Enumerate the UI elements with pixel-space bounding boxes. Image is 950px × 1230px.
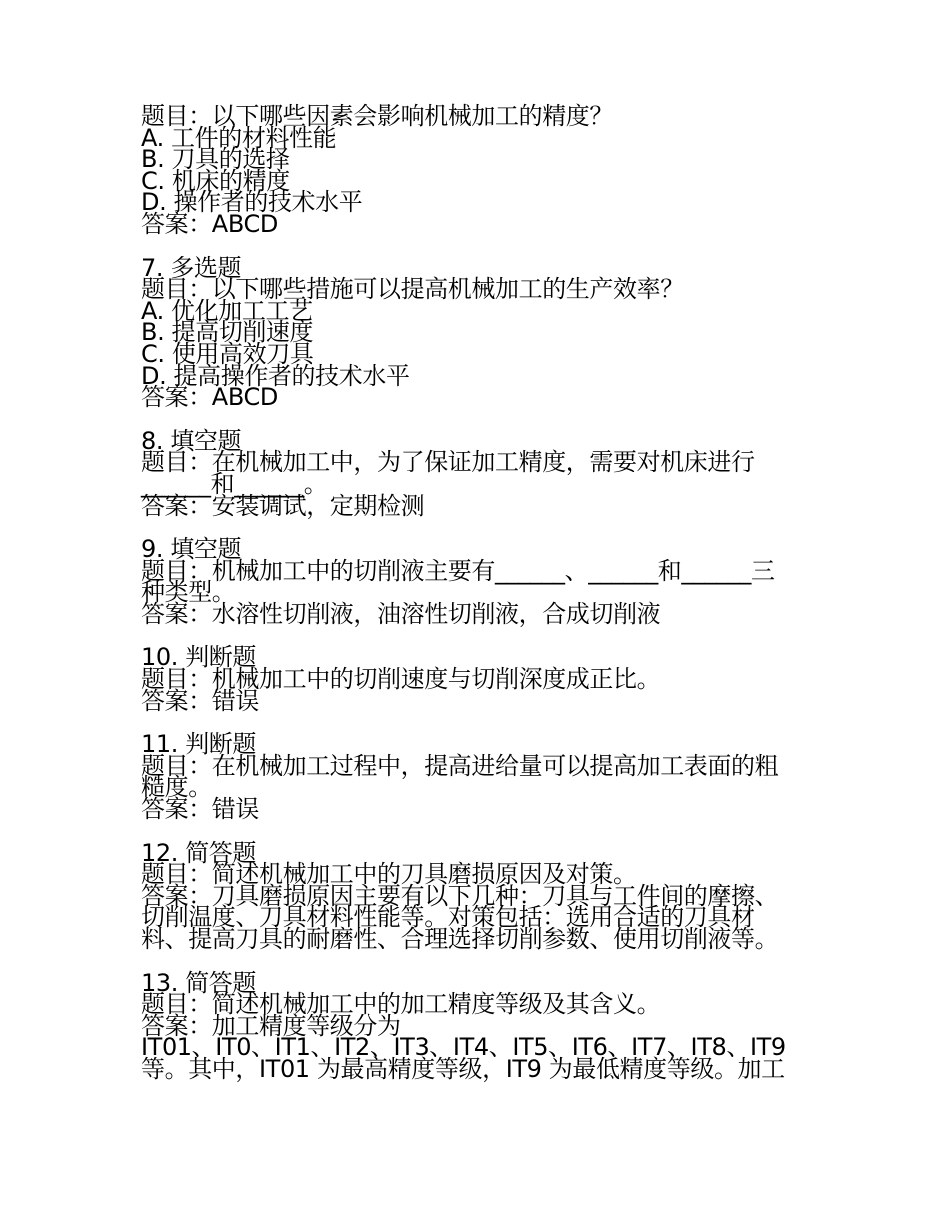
question-heading: 9. 填空题 — [141, 535, 242, 564]
option-a: A. 优化加工工艺 — [141, 296, 313, 325]
question-text: 题目：以下哪些措施可以提高机械加工的生产效率？ — [141, 275, 684, 304]
answer-text: 答案：安装调试，定期检测 — [141, 491, 425, 520]
answer-text: 答案：错误 — [141, 686, 259, 715]
answer-text-continued: 料、提高刀具的耐磨性、合理选择切削参数、使用切削液等。 — [141, 925, 779, 953]
option-b: B. 刀具的选择 — [141, 145, 290, 174]
question-block-11 — [141, 730, 813, 824]
question-text: 题目：在机械加工中，为了保证加工精度，需要对机床进行 — [141, 448, 755, 477]
answer-text: 答案：刀具磨损原因主要有以下几种：刀具与工件间的摩擦、 — [141, 881, 779, 910]
question-text: 题目：简述机械加工中的加工精度等级及其含义。 — [141, 990, 661, 1019]
question-text-continued: 糙度。 — [141, 773, 212, 802]
question-heading: 13. 简答题 — [141, 968, 256, 997]
answer-text-continued: IT01、IT0、IT1、IT2、IT3、IT4、IT5、IT6、IT7、IT8、IT9 — [141, 1033, 786, 1062]
question-block-7 — [141, 253, 813, 412]
answer-text: 答案：ABCD — [141, 209, 278, 238]
option-d: D. 提高操作者的技术水平 — [141, 361, 410, 390]
option-c: C. 机床的精度 — [141, 166, 290, 195]
answer-text: 答案：错误 — [141, 795, 259, 824]
option-b: B. 提高切削速度 — [141, 318, 314, 347]
question-text: 题目：在机械加工过程中，提高进给量可以提高加工表面的粗 — [141, 751, 779, 780]
question-text: 题目：简述机械加工中的刀具磨损原因及对策。 — [141, 860, 637, 889]
question-heading: 10. 判断题 — [141, 643, 256, 672]
question-block-8 — [141, 426, 813, 520]
question-text: 题目：机械加工中的切削速度与切削深度成正比。 — [141, 665, 661, 694]
option-a: A. 工件的材料性能 — [141, 123, 337, 152]
question-heading: 8. 填空题 — [141, 426, 242, 455]
question-heading: 12. 简答题 — [141, 838, 256, 867]
question-text-continued: ______和______。 — [141, 469, 328, 498]
question-block-9 — [141, 535, 813, 628]
answer-text: 答案：水溶性切削液，油溶性切削液，合成切削液 — [141, 599, 661, 628]
question-heading: 11. 判断题 — [141, 730, 256, 759]
question-block-13 — [141, 968, 813, 1083]
answer-text: 答案：ABCD — [141, 383, 278, 412]
document-page — [141, 102, 813, 1103]
question-text-continued: 种类型。 — [141, 578, 236, 607]
question-text: 题目：以下哪些因素会影响机械加工的精度？ — [141, 102, 613, 130]
question-heading: 7. 多选题 — [141, 253, 242, 282]
option-c: C. 使用高效刀具 — [141, 339, 314, 368]
question-block-10 — [141, 643, 813, 715]
answer-text-continued: 等。其中，IT01 为最高精度等级，IT9 为最低精度等级。加工 — [141, 1054, 785, 1083]
answer-text: 答案：加工精度等级分为 — [141, 1011, 401, 1040]
question-text: 题目：机械加工中的切削液主要有______、______和______三 — [141, 556, 775, 585]
question-block-12 — [141, 838, 813, 953]
option-d: D. 操作者的技术水平 — [141, 188, 363, 217]
answer-text-continued: 切削温度、刀具材料性能等。对策包括：选用合适的刀具材 — [141, 903, 755, 932]
question-block-6 — [141, 102, 813, 238]
